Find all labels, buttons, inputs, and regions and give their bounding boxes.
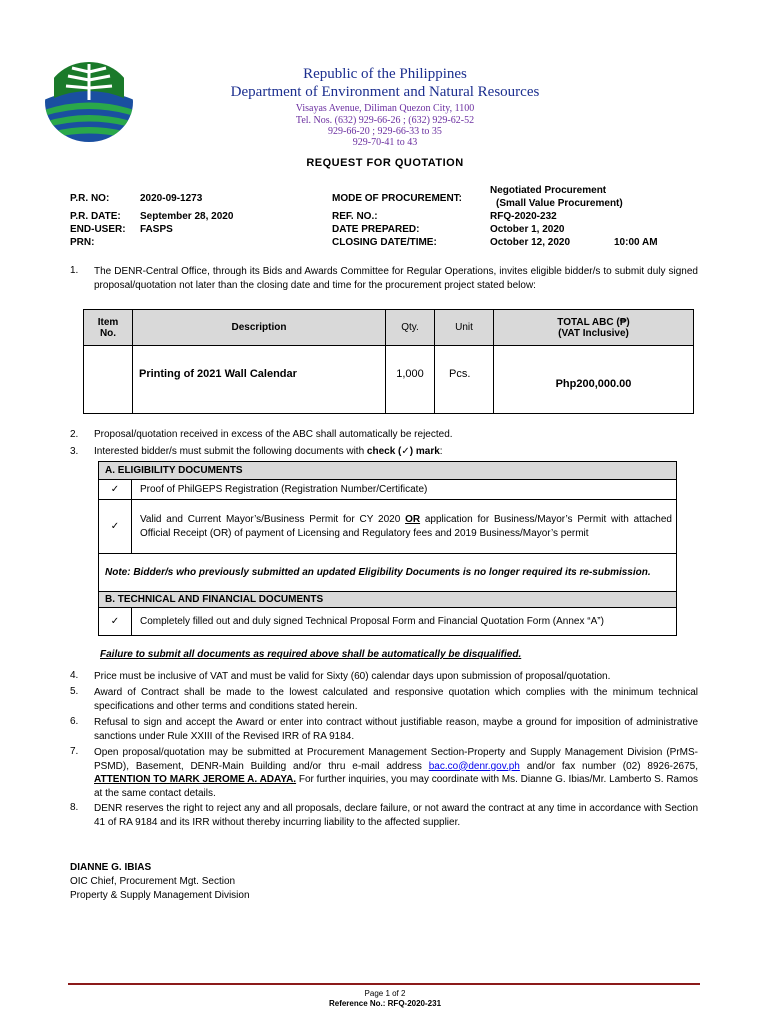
item-3-text: Interested bidder/s must submit the following documents with check (✓) mark: [94,446,443,457]
end-user-label: END-USER: [70,224,126,235]
item-5-number: 5. [70,686,79,697]
page-number: Page 1 of 2 [364,989,406,998]
description-header: Description [133,310,386,346]
telephone-2: 929-66-20 ; 929-66-33 to 35 [328,126,442,137]
address: Visayas Avenue, Diliman Quezon City, 1100 [295,103,475,114]
item-8-number: 8. [70,802,79,813]
section-b-header: B. TECHNICAL AND FINANCIAL DOCUMENTS [99,592,677,608]
republic-heading: Republic of the Philippines [303,66,467,82]
telephone-1: Tel. Nos. (632) 929-66-26 ; (632) 929-62-52 [295,115,475,126]
end-user-value: FASPS [140,224,173,235]
doc-philgeps: Proof of PhilGEPS Registration (Registration Number/Certificate) [132,480,677,500]
check-mark-icon: ✓ [99,608,132,636]
unit-cell: Pcs. [435,346,494,414]
item-4-number: 4. [70,670,79,681]
item-7-text: Open proposal/quotation may be submitted at Procurement Management Section-Property and Supply Management Division (PrMS-PSMD), Basement, DENR-Main Building and/or thru e-mail address bac.co@denr.gov.ph and/or fax number (02) 8926-2675, ATTENTION TO MARK JEROME A. ADAYA. For further inquiries, you may coordinate with Ms. Dianne G. Ibias/Mr. Lamberto S. Ramos at the same contact details. [94,747,699,799]
doc-mayors-permit: Valid and Current Mayor’s/Business Permit for CY 2020 OR application for Business/Mayor’s Permit with attached Official Receipt (OR) of payment of Licensing and Regulatory fees and 2019 Business/Mayor’s permit [132,500,677,554]
closing-date-value: October 12, 2020 [490,237,571,248]
prn-label: PRN: [70,237,95,248]
item-8-text: DENR reserves the right to reject any and all proposals, declare failure, or not award the contract at any time in accordance with Section 41 of RA 9184 and its IRR without thereby incurring liability to the affected supplier. [94,803,698,828]
failure-notice: Failure to submit all documents as required above shall be automatically be disqualified. [100,649,522,660]
item-no-cell [84,346,133,414]
closing-label: CLOSING DATE/TIME: [332,237,437,248]
item-2-text: Proposal/quotation received in excess of the ABC shall automatically be rejected. [94,429,453,440]
doc-technical-financial: Completely filled out and duly signed Technical Proposal Form and Financial Quotation Form (Annex “A”) [132,608,677,636]
item-2-number: 2. [70,429,79,440]
mode-value-1: Negotiated Procurement [490,185,607,196]
item-1-text: The DENR-Central Office, through its Bids and Awards Committee for Regular Operations, invites eligible bidder/s to submit duly signed proposal/quotation not later than the closing date and time for the procurement project stated below: [94,266,698,291]
item-4-text: Price must be inclusive of VAT and must be valid for Sixty (60) calendar days upon submission of proposal/quotation. [94,671,611,682]
qty-header: Qty. [386,310,435,346]
check-mark-icon: ✓ [99,480,132,500]
pr-date-label: P.R. DATE: [70,211,121,222]
section-a-header: A. ELIGIBILITY DOCUMENTS [99,462,677,480]
department-heading: Department of Environment and Natural Resources [230,84,540,100]
total-abc-cell: Php200,000.00 [494,346,694,414]
email-link[interactable]: bac.co@denr.gov.ph [428,760,520,772]
item-7-number: 7. [70,746,79,757]
item-no-header: Item No. [84,310,133,346]
eligibility-note: Note: Bidder/s who previously submitted an updated Eligibility Documents is no longer required its re-submission. [99,554,677,592]
total-abc-header: TOTAL ABC (₱) (VAT Inclusive) [494,310,694,346]
signatory-division: Property & Supply Management Division [70,890,250,901]
telephone-3: 929-70-41 to 43 [352,137,418,148]
item-5-text: Award of Contract shall be made to the lowest calculated and responsive quotation which complies with the minimum technical specifications and other terms and conditions stated herein. [94,687,698,712]
check-mark-icon: ✓ [99,500,132,554]
pr-no-value: 2020-09-1273 [140,193,203,204]
qty-cell: 1,000 [386,346,435,414]
mode-label: MODE OF PROCUREMENT: [332,193,462,204]
footer-reference: Reference No.: RFQ-2020-231 [328,999,442,1008]
date-prepared-label: DATE PREPARED: [332,224,420,235]
date-prepared-value: October 1, 2020 [490,224,565,235]
item-1-number: 1. [70,265,79,276]
pr-no-label: P.R. NO: [70,193,110,204]
closing-time-value: 10:00 AM [614,237,658,248]
pr-date-value: September 28, 2020 [140,211,234,222]
document-title: REQUEST FOR QUOTATION [306,157,464,169]
signatory-title: OIC Chief, Procurement Mgt. Section [70,876,236,887]
ref-value: RFQ-2020-232 [490,211,557,222]
item-6-text: Refusal to sign and accept the Award or enter into contract without justifiable reason, maybe a ground for imposition of administrative sanctions under Rule XXIII of the Revised IRR of RA 9184. [94,717,698,742]
item-3-number: 3. [70,446,79,457]
mode-value-2: (Small Value Procurement) [496,198,623,209]
ref-label: REF. NO.: [332,211,378,222]
procurement-table [83,309,694,414]
footer-rule [68,983,700,985]
description-cell: Printing of 2021 Wall Calendar [133,346,386,414]
unit-header: Unit [435,310,494,346]
eligibility-table [98,461,677,636]
signatory-name: DIANNE G. IBIAS [70,862,152,873]
item-6-number: 6. [70,716,79,727]
